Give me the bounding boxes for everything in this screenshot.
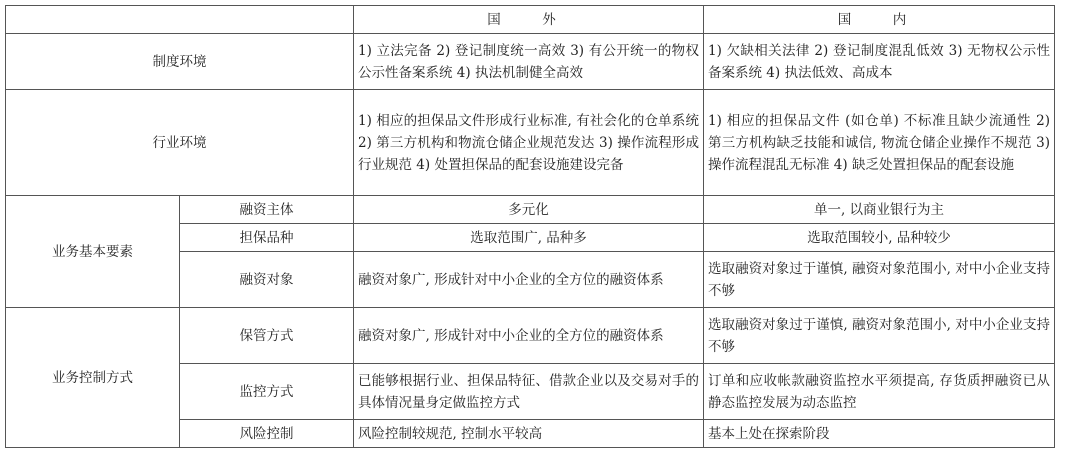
risk-domestic: 基本上处在探索阶段 — [704, 420, 1055, 448]
collateral-domestic: 选取范围较小, 品种较少 — [704, 224, 1055, 252]
system-domestic: 1) 欠缺相关法律 2) 登记制度混乱低效 3) 无物权公示性备案系统 4) 执法低效、高成本 — [704, 34, 1055, 90]
comparison-table — [5, 5, 1055, 448]
monitor-domestic: 订单和应收帐款融资监控水平须提高, 存货质押融资已从静态监控发展为动态监控 — [704, 364, 1055, 420]
collateral-foreign: 选取范围广, 品种多 — [354, 224, 704, 252]
target-foreign: 融资对象广, 形成针对中小企业的全方位的融资体系 — [354, 252, 704, 308]
subject-domestic: 单一, 以商业银行为主 — [704, 196, 1055, 224]
sub-label-collateral: 担保品种 — [180, 224, 354, 252]
row-system-environment — [6, 34, 1055, 90]
subject-foreign: 多元化 — [354, 196, 704, 224]
row-label-industry: 行业环境 — [6, 90, 354, 196]
sub-label-subject: 融资主体 — [180, 196, 354, 224]
group-label-control: 业务控制方式 — [6, 308, 180, 448]
header-row — [6, 6, 1055, 34]
risk-foreign: 风险控制较规范, 控制水平较高 — [354, 420, 704, 448]
row-financing-subject — [6, 196, 1055, 224]
custody-foreign: 融资对象广, 形成针对中小企业的全方位的融资体系 — [354, 308, 704, 364]
header-domestic: 国 内 — [704, 6, 1055, 34]
group-label-basic: 业务基本要素 — [6, 196, 180, 308]
industry-foreign: 1) 相应的担保品文件形成行业标准, 有社会化的仓单系统 2) 第三方机构和物流仓储企业规范发达 3) 操作流程形成行业规范 4) 处置担保品的配套设施建设完备 — [354, 90, 704, 196]
header-empty-cell — [6, 6, 354, 34]
monitor-foreign: 已能够根据行业、担保品特征、借款企业以及交易对手的具体情况量身定做监控方式 — [354, 364, 704, 420]
sub-label-target: 融资对象 — [180, 252, 354, 308]
sub-label-custody: 保管方式 — [180, 308, 354, 364]
sub-label-monitor: 监控方式 — [180, 364, 354, 420]
row-label-system: 制度环境 — [6, 34, 354, 90]
target-domestic: 选取融资对象过于谨慎, 融资对象范围小, 对中小企业支持不够 — [704, 252, 1055, 308]
system-foreign: 1) 立法完备 2) 登记制度统一高效 3) 有公开统一的物权公示性备案系统 4) 执法机制健全高效 — [354, 34, 704, 90]
header-foreign: 国 外 — [354, 6, 704, 34]
custody-domestic: 选取融资对象过于谨慎, 融资对象范围小, 对中小企业支持不够 — [704, 308, 1055, 364]
industry-domestic: 1) 相应的担保品文件 (如仓单) 不标准且缺少流通性 2) 第三方机构缺乏技能和诚信, 物流仓储企业操作不规范 3) 操作流程混乱无标准 4) 缺乏处置担保品的配套设施 — [704, 90, 1055, 196]
sub-label-risk: 风险控制 — [180, 420, 354, 448]
row-industry-environment — [6, 90, 1055, 196]
row-custody-method — [6, 308, 1055, 364]
